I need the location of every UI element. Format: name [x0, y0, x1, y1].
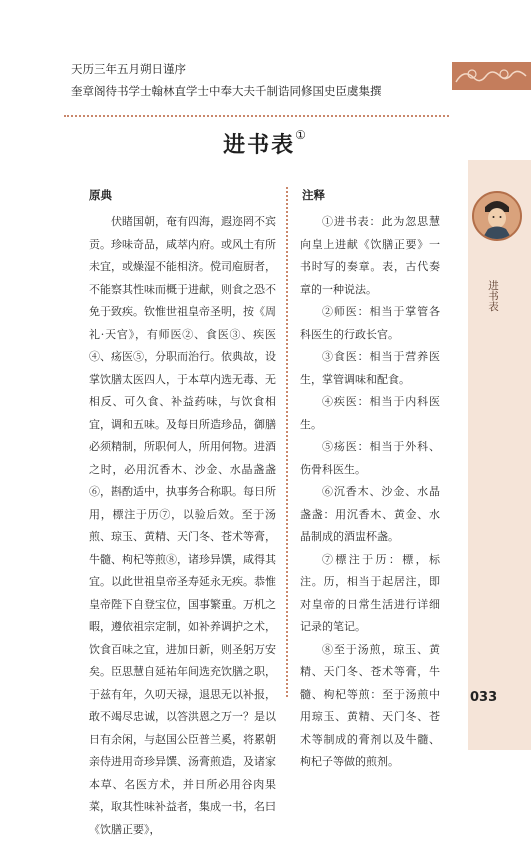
- physician-portrait-icon: [472, 191, 522, 241]
- note-item: ①进书表：此为忽思慧向皇上进献《饮膳正要》一书时写的奏章。表，古代奏章的一种说法。: [300, 215, 440, 296]
- note-item: ⑤疡医：相当于外科、伤骨科医生。: [300, 440, 440, 476]
- notes-list: [300, 211, 440, 774]
- header-divider: [64, 115, 449, 117]
- author-credit: 奎章阁待书学士翰林直学士中奉大夫千制诰同修国史臣虞集撰: [71, 84, 382, 98]
- note-item: ⑥沉香木、沙金、水晶盏盏：用沉香木、黄金、水晶制成的酒盅杯盏。: [300, 485, 440, 543]
- column-divider: [286, 187, 288, 697]
- sidebar-chapter-label: 进书表: [487, 280, 499, 312]
- notes-heading: 注释: [302, 188, 325, 202]
- note-item: ⑧至于汤煎，琼玉、黄精、天门冬、苍术等膏，牛髓、枸杞等煎：至于汤煎中用琼玉、黄精、天门冬、苍术等制成的膏剂以及牛髓、枸杞子等做的煎剂。: [300, 642, 440, 768]
- original-text-heading: 原典: [89, 188, 112, 202]
- chapter-sidebar: [468, 160, 531, 750]
- front-matter-header: [71, 58, 451, 102]
- decorative-band: [452, 62, 531, 90]
- cloud-pattern-icon: [452, 62, 531, 90]
- original-text-body: 伏睹国朝，奄有四海，遐迩罔不宾贡。珍味奇品，咸萃内府。或风土有所未宜，或燥湿不能相济。傥司庖厨者，不能察其性味而概于进献，则食之恐不免于致疾。钦惟世祖皇帝圣明，按《周礼·天官》，有师医②、食医③、疾医④、疡医⑤，分职而治行。依典故，设掌饮膳太医四人，于本草内选无毒、无相反、可久食、补益药味，与饮食相宜，调和五味。及每日所造珍品，御膳必须精制，所职何人，所用何物。进酒之时，必用沉香木、沙金、水晶盏盏⑥，斟酌适中，执事务合称职。每日所用，標注于历⑦，以验后效。至于汤煎、琼玉、黄精、天门冬、苍术等膏，牛髓、枸杞等煎⑧，诸珍异馔，咸得其宜。以此世祖皇帝圣寿延永无疾。恭惟皇帝陛下自登宝位，国事繁重。万机之暇，遵依祖宗定制，如补养调护之术，饮食百味之宜，进加日新，则圣躬万安矣。臣思慧自延祐年间选充饮膳之职，于兹有年，久叨天禄，退思无以补报，敢不竭尽忠诚，以答洪恩之万一？是以日有余闲，与赵国公臣普兰奚，将累朝亲侍进用奇珍异馔、汤膏煎造，及诸家本草、名医方术，并日所必用谷肉果菜，取其性味补益者，集成一书，名曰《饮膳正要》，: [89, 215, 276, 836]
- preface-date: 天历三年五月朔日谨序: [71, 62, 186, 76]
- title-note-marker: ①: [295, 128, 308, 142]
- note-item: ⑦標注于历：標，标注。历，相当于起居注，即对皇帝的日常生活进行详细记录的笔记。: [300, 552, 440, 633]
- note-item: ③食医：相当于营养医生，掌管调味和配食。: [300, 350, 440, 386]
- note-item: ②师医：相当于掌管各科医生的行政长官。: [300, 305, 440, 341]
- page-number: 033: [470, 690, 498, 705]
- page-title: 进书表①: [223, 128, 308, 158]
- note-item: ④疾医：相当于内科医生。: [300, 395, 440, 431]
